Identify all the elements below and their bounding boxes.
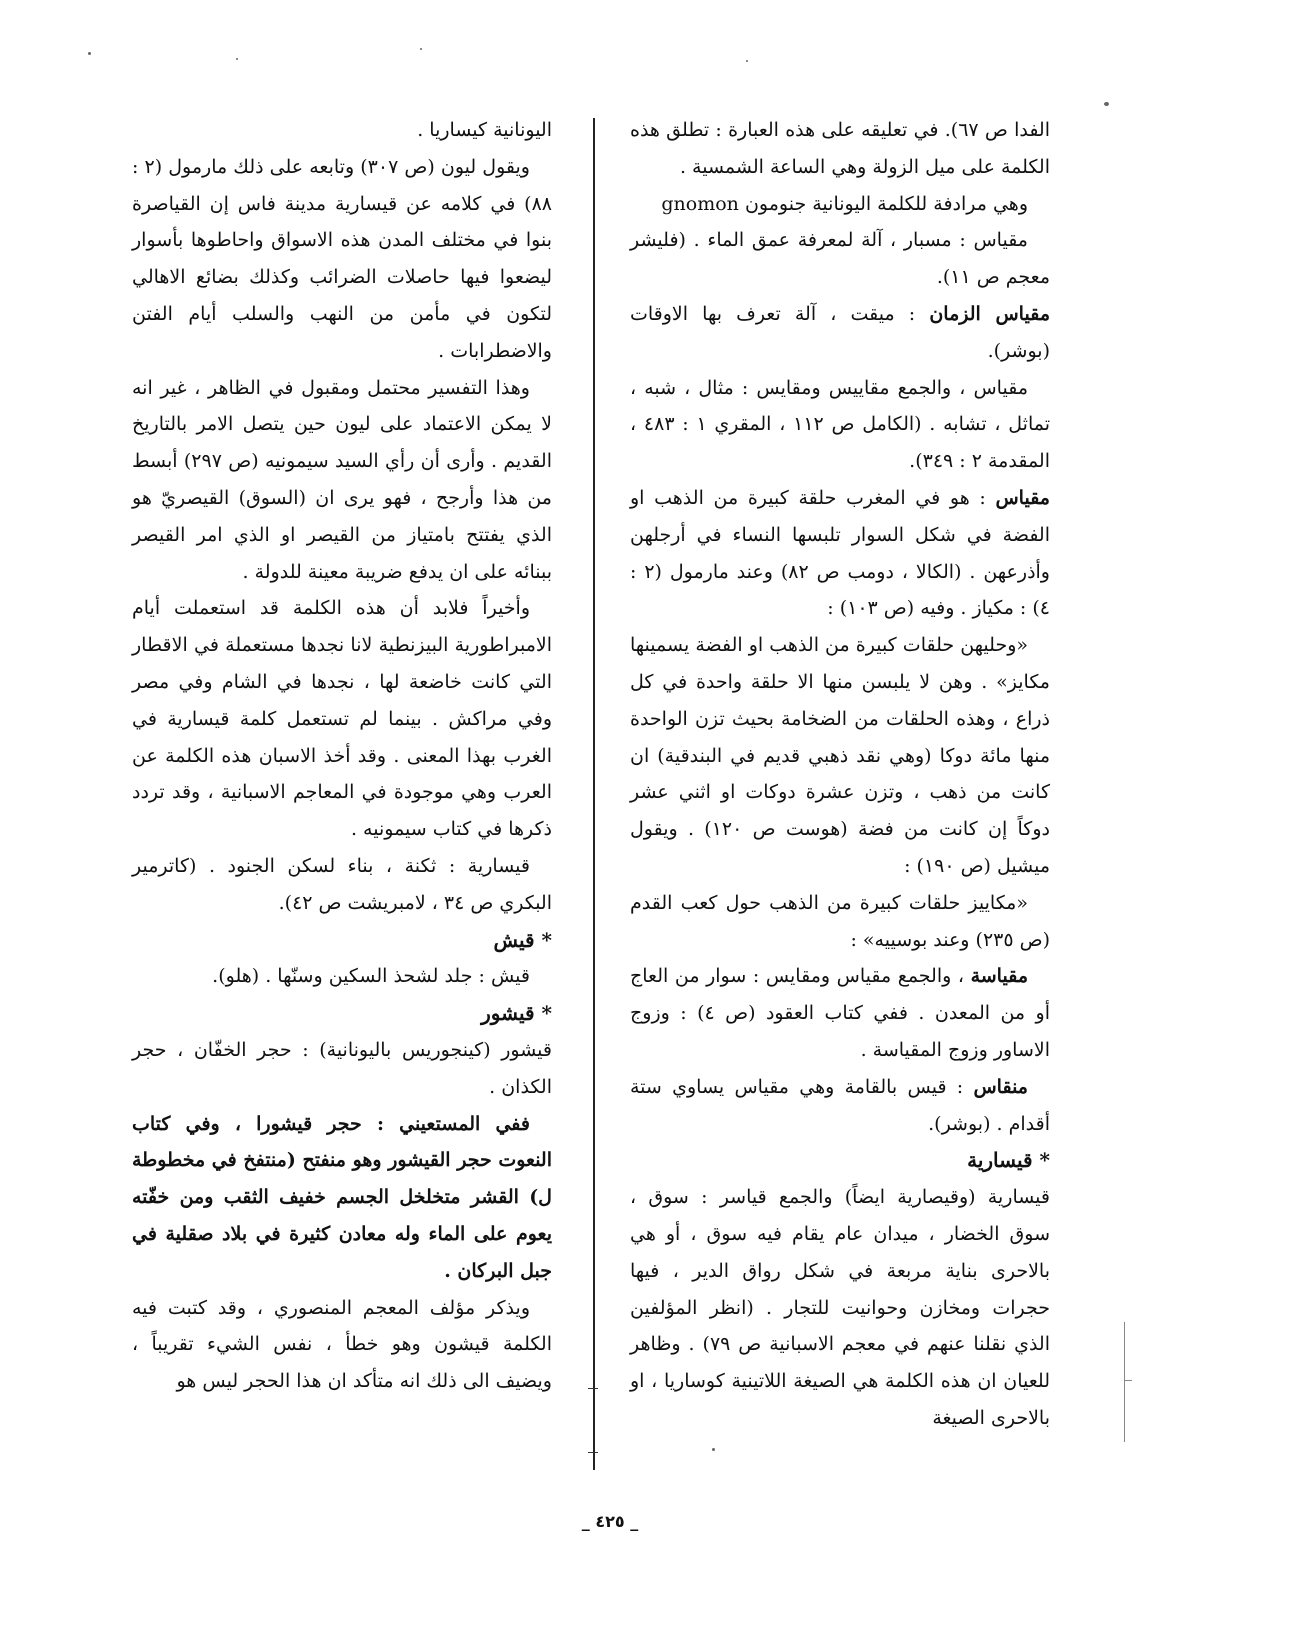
section-heading: * قيشور [481,1001,552,1026]
scan-speck [712,1448,715,1451]
paragraph: قيسارية : ثكنة ، بناء لسكن الجنود . (كاترمير البكري ص ٣٤ ، لامبريشت ص ٤٢). [132,854,552,914]
entry-text: ، والجمع مقياس ومقايس : سوار من العاج أو من المعدن . ففي كتاب العقود (ص ٤) : وزوج الاساور وزوج المقياسة . [630,965,1050,1061]
divider-tick [588,1452,598,1453]
left-column [132,112,552,1400]
right-column [630,112,1050,1437]
scan-speck [746,60,748,62]
paragraph: مقياس ، والجمع مقاييس ومقايس : مثال ، شبه ، تماثل ، تشابه . (الكامل ص ١١٢ ، المقري ١ : ٤٨٣ ، المقدمة ٢ : ٣٤٩). [630,376,1051,473]
paragraph: وهذا التفسير محتمل ومقبول في الظاهر ، غير انه لا يمكن الاعتماد على ليون حين يتصل الامر بالتاريخ القديم . وأرى أن رأي السيد سيمونيه (ص ٢٩٧) أبسط من هذا وأرجح ، فهو يرى ان (السوق) القيصريّ هو الذي يفتتح بامتياز من القيصر او الذي امر القيصر ببنائه على ان يدفع ضريبة معينة للدولة . [132,376,552,583]
scan-line [1124,1380,1132,1381]
entry-text: : ميقت ، آلة تعرف بها الاوقات (بوشر). [630,302,1050,362]
column-divider [593,118,595,1470]
section-heading: * قيش [493,927,552,952]
scan-line [1124,1322,1125,1442]
entry-text: : هو في المغرب حلقة كبيرة من الذهب او الفضة في شكل السوار تلبسها النساء في أرجلهن وأذرعهن . (الكالا ، دومب ص ٨٢) وعند مارمول (٢ : ٤) : مكياز . وفيه (ص ١٠٣) : [630,486,1050,620]
scan-speck [88,52,91,55]
scan-speck [236,58,238,60]
scan-speck [1104,102,1109,106]
page-number: _ ٤٢٥ _ [581,1512,639,1531]
entry-term: مقياسة [970,965,1028,988]
paragraph: ففي المستعيني : حجر قيشورا ، وفي كتاب النعوت حجر القيشور وهو منفتح (منتفخ في مخطوطة ل) القشر متخلخل الجسم خفيف الثقب ومن خفّته يعوم على الماء وله معادن كثيرة في بلاد صقلية في جبل البركان . [132,1112,552,1282]
dictionary-entry [630,480,1050,627]
dictionary-entry [630,958,1050,1068]
entry-term: مقياس [995,486,1050,509]
section-heading: * قيسارية [967,1148,1050,1173]
dictionary-entry [630,296,1050,370]
entry-term: منقاس [973,1075,1028,1098]
paragraph: ويذكر مؤلف المعجم المنصوري ، وقد كتبت فيه الكلمة قيشون وهو خطأ ، نفس الشيء تقريباً ، ويضيف الى ذلك انه متأكد ان هذا الحجر ليس هو [132,1296,552,1393]
paragraph: الفدا ص ٦٧). في تعليقه على هذه العبارة : تطلق هذه الكلمة على ميل الزولة وهي الساعة الشمسية . [630,119,1050,178]
paragraph: وأخيراً فلابد أن هذه الكلمة قد استعملت أيام الامبراطورية البيزنطية لانا نجدها مستعملة في الاقطار التي كانت خاضعة لها ، نجدها في الشام وفي مصر وفي مراكش . بينما لم تستعمل كلمة قيسارية في الغرب بهذا المعنى . وقد أخذ الاسبان هذه الكلمة عن العرب وهي موجودة في المعاجم الاسبانية ، وقد تردد ذكرها في كتاب سيمونيه . [132,597,552,841]
divider-tick [588,1388,598,1389]
paragraph: قيشور (كينجوريس باليونانية) : حجر الخفّان ، حجر الكذان . [132,1038,552,1098]
paragraph: وهي مرادفة للكلمة اليونانية جنومون gnomon [661,192,1028,215]
paragraph: «وحليهن حلقات كبيرة من الذهب او الفضة يسمينها مكايز» . وهن لا يلبسن منها الا حلقة واحدة في كل ذراع ، وهذه الحلقات من الضخامة بحيث تزن الواحدة منها مائة دوكا (وهي نقد ذهبي قديم في البندقية) ان كانت من ذهب ، وتزن عشرة دوكات او اثني عشر دوكاً إن كانت من فضة (هوست ص ١٢٠) . ويقول ميشيل (ص ١٩٠) : [630,634,1050,877]
scan-speck [420,48,422,50]
dictionary-entry [630,1069,1050,1143]
paragraph: قيش : جلد لشحذ السكين وسنّها . (هلو). [212,965,530,988]
entry-term: مقياس الزمان [929,302,1050,325]
paragraph: مقياس : مسبار ، آلة لمعرفة عمق الماء . (فليشر معجم ص ١١). [630,229,1050,289]
paragraph: قيسارية (وقيصارية ايضاً) والجمع قياسر : سوق ، سوق الخضار ، ميدان عام يقام فيه سوق ، أو هي بالاحرى بناية مربعة في شكل رواق الدير ، فيها حجرات ومخازن وحوانيت للتجار . (انظر المؤلفين الذي نقلنا عنهم في معجم الاسبانية ص ٧٩) . وظاهر للعيان ان هذه الكلمة هي الصيغة اللاتينية كوساريا ، او بالاحرى الصيغة [630,1186,1050,1429]
paragraph: «مكاييز حلقات كبيرة من الذهب حول كعب القدم (ص ٢٣٥) وعند بوسييه» : [630,891,1050,951]
paragraph: اليونانية كيساريا . [417,119,552,141]
paragraph: ويقول ليون (ص ٣٠٧) وتابعه على ذلك مارمول (٢ : ٨٨) في كلامه عن قيسارية مدينة فاس إن القياصرة بنوا في مختلف المدن هذه الاسواق واحاطوها بأسوار ليضعوا فيها حاصلات الضرائب وكذلك بضائع الاهالي لتكون في مأمن من النهب والسلب أيام الفتن والاضطرابات . [132,155,552,362]
entry-text: : قيس بالقامة وهي مقياس يساوي ستة أقدام . (بوشر). [630,1075,1050,1135]
